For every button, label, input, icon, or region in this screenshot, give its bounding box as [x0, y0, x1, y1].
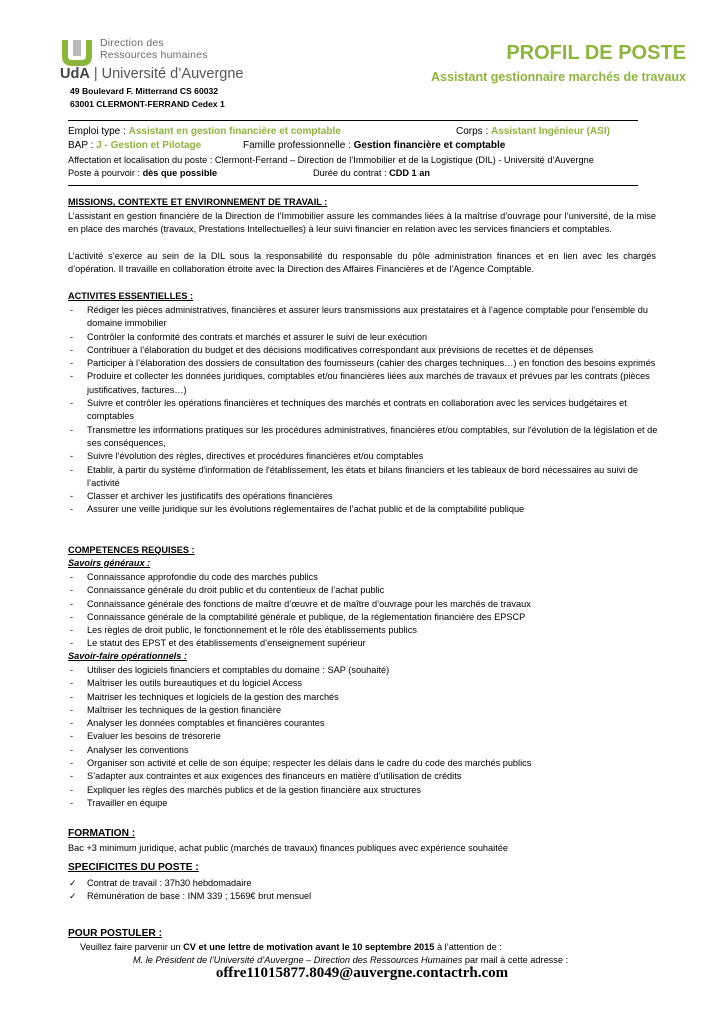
uda-logo-mark-icon	[60, 38, 94, 68]
famille-row: Famille professionnelle : Gestion financière et comptable	[243, 140, 506, 151]
corps-row: Corps : Assistant Ingénieur (ASI)	[456, 126, 610, 137]
postuler-heading: POUR POSTULER :	[68, 928, 162, 939]
duree-row: Durée du contrat : CDD 1 an	[313, 168, 430, 178]
address-line1: 49 Boulevard F. Mitterrand CS 60032	[70, 86, 219, 96]
checkmark-icon: ✓	[69, 891, 77, 902]
savoirfaire-heading: Savoir-faire opérationnels :	[68, 651, 187, 661]
page-subtitle: Assistant gestionnaire marchés de travaux	[431, 70, 686, 84]
formation-text: Bac +3 minimum juridique, achat public (marchés de travaux) finances publiques avec expérience souhaitée	[68, 843, 508, 853]
list-item: - Connaissance approfondie du code des marchés publics	[68, 571, 658, 584]
list-item: - Connaissance générale du droit public et du contentieux de l’achat public	[68, 584, 658, 597]
logo-text-line2: Ressources humaines	[100, 49, 208, 61]
specificites-list	[68, 877, 658, 904]
poste-row: Poste à pourvoir : dès que possible	[68, 168, 218, 178]
affectation-row: Affectation et localisation du poste : Clermont-Ferrand – Direction de l’Immobilier et de la Logistique (DIL) - Université d’Auvergne	[68, 155, 594, 165]
activites-list	[68, 304, 658, 517]
savoirfaire-list	[68, 664, 658, 810]
list-item: - Transmettre les informations pratiques sur les procédures administratives, financières et/ou comptables, sur l'évolution de la législation et de ses conséquences,	[68, 424, 658, 451]
savoirs-heading: Savoirs généraux :	[68, 558, 151, 568]
list-item: - Evaluer les besoins de trésorerie	[68, 730, 658, 743]
list-item: - Assurer une veille juridique sur les évolutions réglementaires de l’achat public et de la comptabilité publique	[68, 503, 658, 516]
savoirs-list	[68, 571, 658, 651]
list-item: - Maîtriser les techniques de la gestion financière	[68, 704, 658, 717]
missions-paragraph-2: L’activité s’exerce au sein de la DIL sous la responsabilité du responsable du pôle administration finances et en lien avec les chargés d’opération. Il travaille en collaboration étroite avec la Direction des Affaires Financières et de l’Agence Comptable.	[68, 251, 656, 275]
list-item: - Contribuer à l’élaboration du budget et des décisions modificatives correspondant aux prévisions de recettes et de dépenses	[68, 344, 658, 357]
list-item: - S’adapter aux contraintes et aux exigences des financeurs en matière d’utilisation de crédits	[68, 770, 658, 783]
list-item: - Connaissance générale des fonctions de maître d’œuvre et de maître d’ouvrage pour les marchés de travaux	[68, 598, 658, 611]
list-item: - Participer à l’élaboration des dossiers de consultation des fournisseurs (cahier des charges techniques…) en fonction des besoins exprimés	[68, 357, 658, 370]
list-item: - Organiser son activité et celle de son équipe; respecter les délais dans le cadre du code des marchés publics	[68, 757, 658, 770]
postuler-instructions: Veuillez faire parvenir un CV et une lettre de motivation avant le 10 septembre 2015 à l’attention de :	[80, 942, 502, 952]
formation-heading: FORMATION :	[68, 828, 136, 839]
list-item: - Contrôler la conformité des contrats et marchés et assurer le suivi de leur exécution	[68, 331, 658, 344]
contact-email-link[interactable]: offre11015877.8049@auvergne.contactrh.com	[215, 965, 509, 981]
list-item: - Le statut des EPST et des établissements d’enseignement supérieur	[68, 637, 658, 650]
list-item: - Travailler en équipe	[68, 797, 658, 810]
checkmark-icon: ✓	[69, 878, 77, 888]
list-item: - Suivre l'évolution des règles, directives et procédures financières et/ou comptables	[68, 450, 658, 463]
missions-paragraph-1: L’assistant en gestion financière de la Direction de l’Immobilier assure les commandes liées à la maîtrise d’ouvrage pour l’université, de la mise en place des marchés (travaux, Prestations Intellectuelles) à leur suivi financier en relation avec les services financiers et comptables.	[68, 211, 656, 235]
competences-heading: COMPETENCES REQUISES :	[68, 545, 195, 555]
page-title: PROFIL DE POSTE	[506, 42, 686, 64]
list-item: - Produire et collecter les données juridiques, comptables et/ou financières liées aux marchés de travaux et prévues par les contrats (pièces justificatives, factures…)	[68, 370, 658, 397]
list-item: - Maitriser les techniques et logiciels de la gestion des marchés	[68, 691, 658, 704]
list-item: - Analyser les conventions	[68, 744, 658, 757]
list-item: - Analyser les données comptables et financières courantes	[68, 717, 658, 730]
list-item: - Suivre et contrôler les opérations financières et techniques des marchés et contrats en collaboration avec les services budgétaires et comptables	[68, 397, 658, 424]
list-item: - Maîtriser les outils bureautiques et du logiciel Access	[68, 677, 658, 690]
missions-heading: MISSIONS, CONTEXTE ET ENVIRONNEMENT DE TRAVAIL :	[68, 197, 328, 207]
list-item: - Expliquer les règles des marchés publics et de la gestion financière aux structures	[68, 784, 658, 797]
postuler-recipient: M. le Président de l’Université d’Auvergne – Direction des Ressources Humaines par mail à cette adresse :	[133, 955, 569, 965]
list-item: - Utiliser des logiciels financiers et comptables du domaine : SAP (souhaité)	[68, 664, 658, 677]
list-item: ✓ Rémunération de base : INM 339 ; 1569€ brut mensuel	[68, 890, 658, 903]
list-item: - Rédiger les pièces administratives, financières et assurer leurs transmissions aux prestataires et à l’agence comptable pour l'ensemble du domaine immobilier	[68, 304, 658, 331]
list-item: ✓ Contrat de travail : 37h30 hebdomadaire	[68, 877, 658, 890]
list-item: - Etablir, à partir du système d'information de l'établissement, les états et bilans financiers et les tableaux de bord nécessaires au suivi de l’activité	[68, 464, 658, 491]
logo-university-name: UdA | Université d’Auvergne	[60, 66, 244, 82]
list-item: - Classer et archiver les justificatifs des opérations financières	[68, 490, 658, 503]
list-item: - Les règles de droit public, le fonctionnement et le rôle des établissements publics	[68, 624, 658, 637]
activites-heading: ACTIVITES ESSENTIELLES :	[68, 291, 194, 301]
divider-info	[68, 185, 638, 186]
logo-text-line1: Direction des	[100, 37, 164, 49]
emploi-type-row: Emploi type : Assistant en gestion financière et comptable	[68, 126, 341, 137]
list-item: - Connaissance générale de la comptabilité générale et publique, de la réglementation financière des EPSCP	[68, 611, 658, 624]
address-line2: 63001 CLERMONT-FERRAND Cedex 1	[70, 99, 225, 109]
uda-logo	[60, 34, 250, 92]
divider-top	[68, 120, 638, 121]
specificites-heading: SPECIFICITES DU POSTE :	[68, 862, 199, 873]
bap-row: BAP : J - Gestion et Pilotage	[68, 140, 202, 151]
